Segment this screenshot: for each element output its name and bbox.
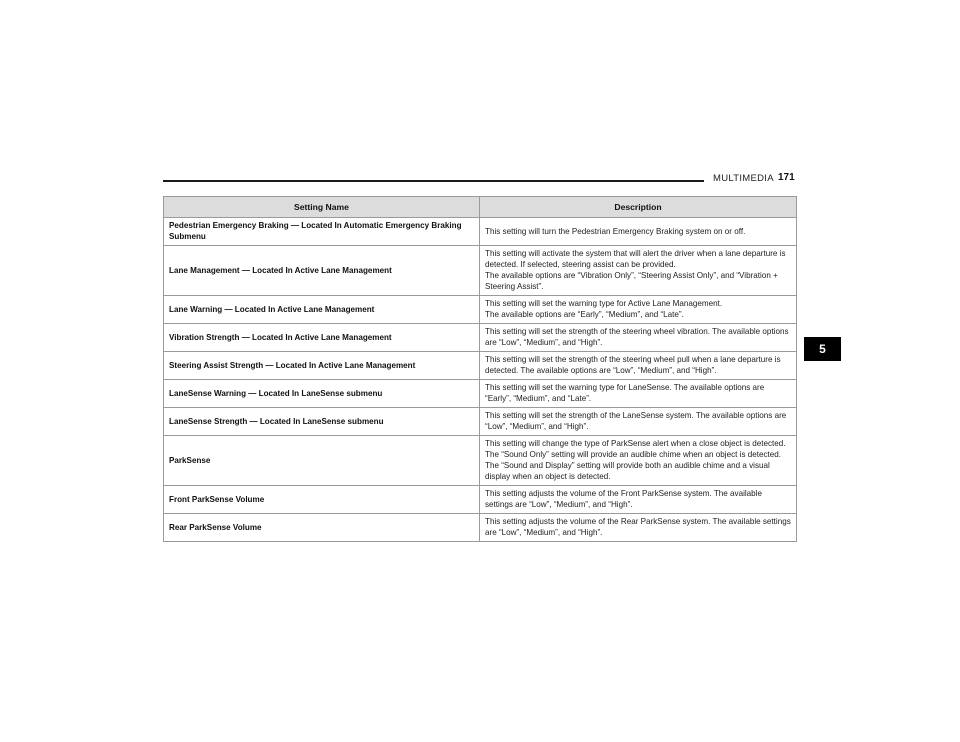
description-line: This setting will set the warning type for Active Lane Management. xyxy=(485,299,723,308)
description-line: This setting will activate the system that will alert the driver when a lane departure is detected. If selected, steering assist can be provided. xyxy=(485,249,786,269)
setting-name-cell: Lane Warning — Located In Active Lane Management xyxy=(164,296,480,324)
setting-name-cell: Lane Management — Located In Active Lane Management xyxy=(164,246,480,296)
setting-name-cell: LaneSense Warning — Located In LaneSense submenu xyxy=(164,380,480,408)
table-row xyxy=(164,486,797,514)
description-line: This setting will set the strength of the steering wheel vibration. The available options are “Low”, “Medium”, and “High”. xyxy=(485,327,789,347)
description-line: The available options are “Early”, “Medium”, and “Late”. xyxy=(485,310,684,319)
header-rule xyxy=(163,180,704,182)
setting-description-cell xyxy=(480,486,797,514)
setting-name-cell: Rear ParkSense Volume xyxy=(164,514,480,542)
description-line: This setting will set the strength of the LaneSense system. The available options are “Low”, “Medium”, and “High”. xyxy=(485,411,787,431)
table-row xyxy=(164,514,797,542)
table-row xyxy=(164,296,797,324)
section-title: MULTIMEDIA xyxy=(713,173,774,184)
table-row xyxy=(164,352,797,380)
setting-name-cell: Front ParkSense Volume xyxy=(164,486,480,514)
setting-name-cell: ParkSense xyxy=(164,436,480,486)
description-line: This setting adjusts the volume of the Front ParkSense system. The available settings are “Low”, “Medium”, and “High”. xyxy=(485,489,762,509)
setting-description-cell xyxy=(480,352,797,380)
setting-description-cell xyxy=(480,324,797,352)
setting-description-cell xyxy=(480,514,797,542)
setting-description-cell xyxy=(480,380,797,408)
column-header-setting-name: Setting Name xyxy=(164,197,480,218)
table-body xyxy=(164,218,797,542)
setting-name-cell: Vibration Strength — Located In Active Lane Management xyxy=(164,324,480,352)
setting-description-cell xyxy=(480,246,797,296)
chapter-tab: 5 xyxy=(804,337,841,361)
column-header-description: Description xyxy=(480,197,797,218)
setting-description-cell xyxy=(480,218,797,246)
table-row xyxy=(164,246,797,296)
description-line: The available options are “Vibration Only”, “Steering Assist Only”, and “Vibration + Steering Assist”. xyxy=(485,271,778,291)
description-line: This setting will change the type of ParkSense alert when a close object is detected. The “Sound Only” setting will provide an audible chime when an object is detected. The “Sound and Display” setting will provide both an audible chime and a visual display when an object is detected. xyxy=(485,439,786,481)
settings-table xyxy=(163,196,797,542)
description-line: This setting will set the warning type for LaneSense. The available options are “Early”, “Medium”, and “Late”. xyxy=(485,383,765,403)
table-row xyxy=(164,436,797,486)
table-row xyxy=(164,324,797,352)
setting-name-cell: Pedestrian Emergency Braking — Located In Automatic Emergency Braking Submenu xyxy=(164,218,480,246)
setting-description-cell xyxy=(480,408,797,436)
table-row xyxy=(164,380,797,408)
table-row xyxy=(164,408,797,436)
setting-name-cell: Steering Assist Strength — Located In Active Lane Management xyxy=(164,352,480,380)
setting-description-cell xyxy=(480,436,797,486)
description-line: This setting will set the strength of the steering wheel pull when a lane departure is detected. The available options are “Low”, “Medium”, and “High”. xyxy=(485,355,781,375)
description-line: This setting will turn the Pedestrian Emergency Braking system on or off. xyxy=(485,226,746,236)
table-row xyxy=(164,218,797,246)
setting-description-cell xyxy=(480,296,797,324)
page-number: 171 xyxy=(778,172,795,183)
table-header-row xyxy=(164,197,797,218)
setting-name-cell: LaneSense Strength — Located In LaneSense submenu xyxy=(164,408,480,436)
description-line: This setting adjusts the volume of the Rear ParkSense system. The available settings are “Low”, “Medium”, and “High”. xyxy=(485,517,791,537)
